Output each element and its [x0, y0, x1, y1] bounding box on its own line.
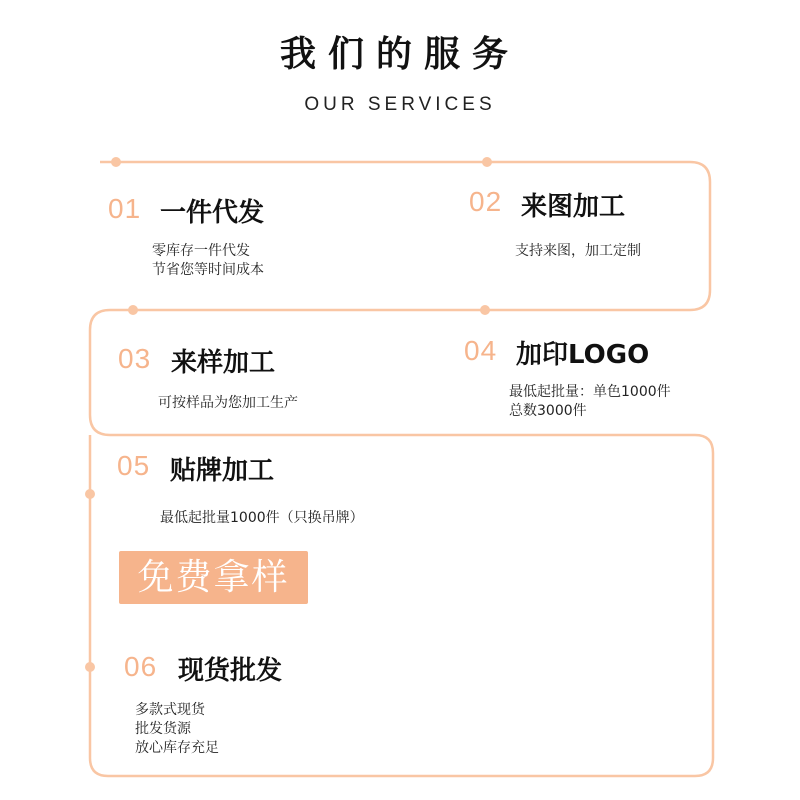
service-description — [135, 701, 219, 758]
service-description-line: 零库存一件代发 — [152, 243, 250, 259]
service-description-line: 支持来图，加工定制 — [515, 243, 641, 259]
frame-dot — [482, 157, 492, 167]
service-description — [515, 242, 641, 261]
service-number: 01 — [108, 193, 142, 224]
service-description-line: 最低起批量1000件（只换吊牌） — [160, 510, 364, 526]
service-description-line: 放心库存充足 — [135, 740, 219, 756]
free-sample-button[interactable]: 免费拿样 — [119, 551, 308, 604]
service-description — [509, 383, 671, 421]
service-description-line: 最低起批量：单色1000件 — [509, 384, 671, 400]
service-title: 来样加工 — [171, 348, 276, 378]
service-number: 02 — [469, 186, 503, 217]
service-title: 加印LOGO — [516, 340, 650, 370]
frame-dot — [85, 489, 95, 499]
service-title: 贴牌加工 — [170, 456, 275, 486]
frame-dot — [480, 305, 490, 315]
service-number: 05 — [117, 450, 151, 481]
page-subtitle: OUR SERVICES — [304, 94, 496, 115]
service-description-line: 可按样品为您加工生产 — [158, 395, 298, 411]
frame-dot — [128, 305, 138, 315]
service-number: 03 — [118, 343, 152, 374]
service-description — [152, 242, 264, 280]
service-number: 06 — [124, 651, 158, 682]
service-number: 04 — [464, 335, 498, 366]
service-description — [158, 394, 298, 413]
service-description-line: 多款式现货 — [135, 702, 205, 718]
service-description-line: 节省您等时间成本 — [152, 262, 264, 278]
service-title: 来图加工 — [521, 192, 626, 222]
page-title: 我们的服务 — [279, 34, 520, 75]
service-title: 现货批发 — [178, 656, 283, 686]
frame-dot — [111, 157, 121, 167]
service-description — [160, 509, 364, 528]
frame-dot — [85, 662, 95, 672]
service-description-line: 总数3000件 — [509, 403, 587, 419]
service-description-line: 批发货源 — [135, 721, 191, 737]
service-title: 一件代发 — [160, 198, 265, 228]
